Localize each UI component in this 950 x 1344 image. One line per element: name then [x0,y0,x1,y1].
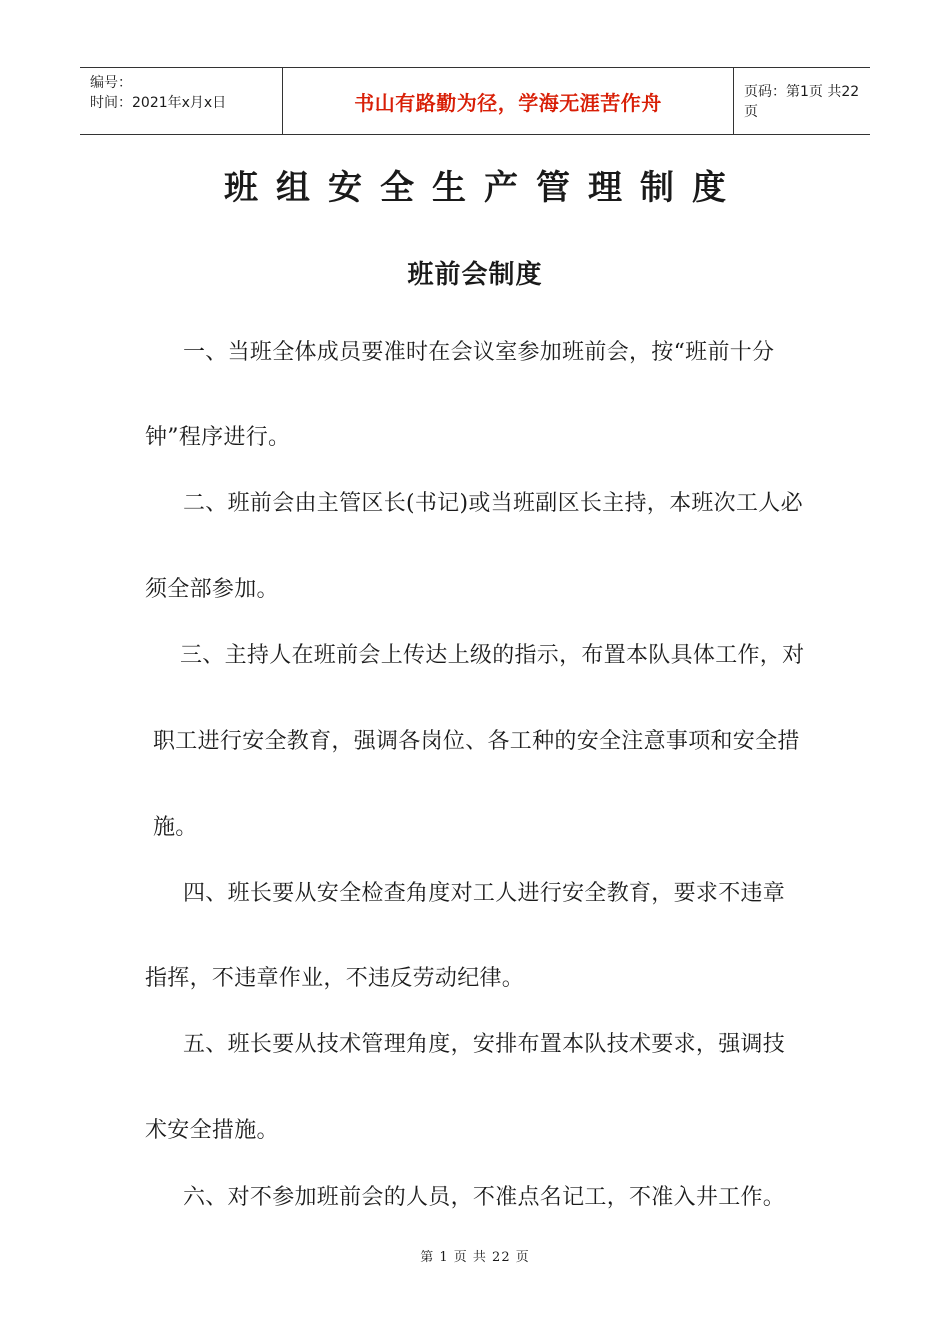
document-header [80,67,870,135]
paragraph-line: 一、当班全体成员要准时在会议室参加班前会，按“班前十分 [183,340,775,365]
paragraph-line: 二、班前会由主管区长(书记)或当班副区长主持，本班次工人必 [183,491,803,516]
date-line: 时间：2021年x月x日 [90,95,227,111]
motto-text: 书山有路勤为径，学海无涯苦作舟 [354,90,662,115]
doc-number-label: 编号： [90,75,132,91]
paragraph-line: 六、对不参加班前会的人员，不准点名记工，不准入井工作。 [183,1185,786,1210]
document-title: 班组安全生产管理制度 [224,168,744,208]
paragraph-line: 施。 [153,815,198,840]
page-info: 页码：第1页 共22页 [744,84,860,120]
paragraph-line: 指挥，不违章作业，不违反劳动纪律。 [145,966,525,991]
header-meta-cell [80,68,282,134]
paragraph-line: 三、主持人在班前会上传达上级的指示，布置本队具体工作，对 [180,643,805,668]
paragraph-line: 四、班长要从安全检查角度对工人进行安全教育，要求不违章 [183,881,786,906]
paragraph-line: 五、班长要从技术管理角度，安排布置本队技术要求，强调技 [183,1032,786,1057]
paragraph-line: 须全部参加。 [145,577,279,602]
paragraph-line: 钟”程序进行。 [145,425,291,450]
paragraph-line: 职工进行安全教育，强调各岗位、各工种的安全注意事项和安全措 [153,729,800,754]
paragraph-line: 术安全措施。 [145,1118,279,1143]
header-page-cell [734,68,870,134]
header-motto-cell [282,68,734,134]
page-footer: 第 1 页 共 22 页 [420,1250,530,1265]
section-title: 班前会制度 [407,260,543,290]
